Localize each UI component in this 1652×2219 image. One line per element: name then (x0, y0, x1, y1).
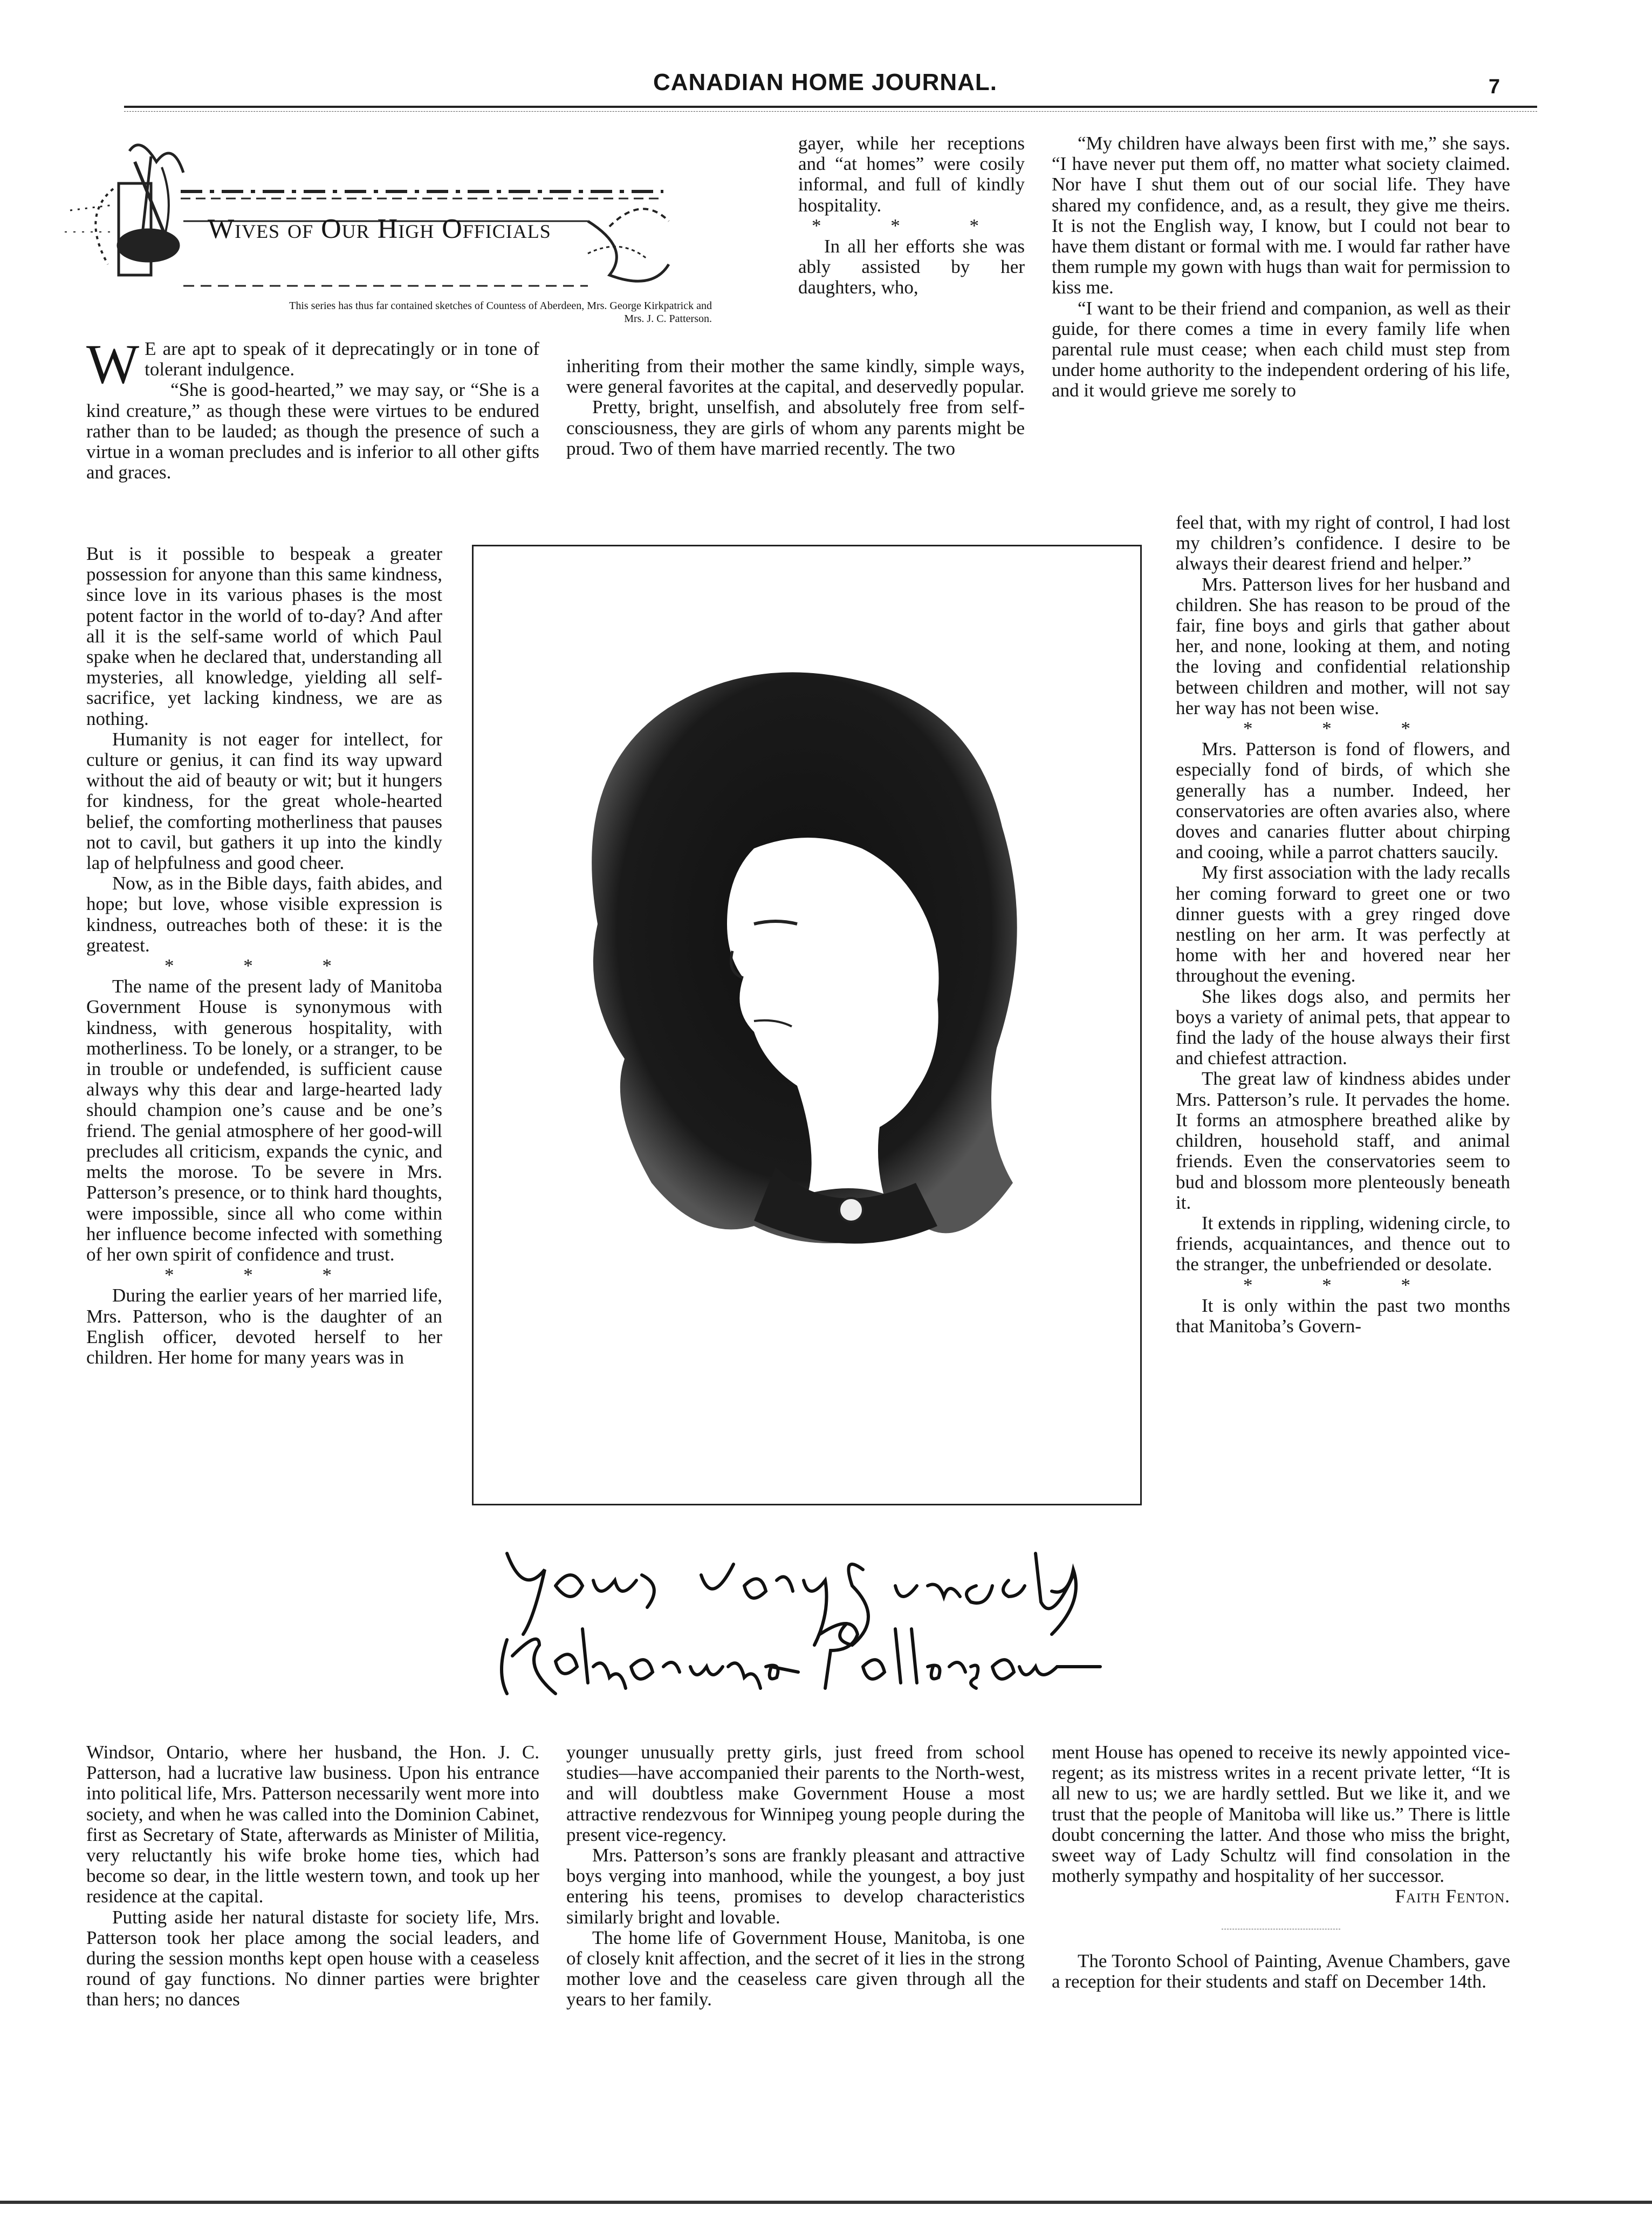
section-break: * * * (1243, 1274, 1443, 1296)
portrait-photo (472, 545, 1142, 1505)
paragraph: Pretty, bright, unselfish, and absolutely free from self-consciousness, they are girls of whom any parents might be proud. Two of them have married recently. The two (566, 396, 1025, 459)
paragraph: Windsor, Ontario, where her husband, the Hon. J. C. Patterson, had a lucrative law business. Upon his entrance into political life, Mrs. Patterson necessarily went more into society, and when he was called into the Dominion Cabinet, first as Secretary of State, afterwards as Minister of Militia, very reluctantly his wife broke home ties, which had become so dear, in the little western town, and took up her residence at the capital. (86, 1742, 539, 1907)
paragraph: But is it possible to bespeak a greater possession for anyone than this same kindness, since love in its various phases is the most potent factor in the world of to-day? And after all it is the self-same world of which Paul spake when he declared that, understanding all mysteries, all knowledge, yielding all self-sacrifice, yet lacking kindness, we are as nothing. (86, 543, 442, 729)
drop-cap: W (86, 333, 140, 395)
column-1-narrow (86, 544, 442, 1368)
section-break: * * * (1243, 718, 1443, 739)
header-rule-dashed (124, 111, 1537, 112)
column-2-bottom (566, 1742, 1025, 2010)
paragraph: gayer, while her receptions and “at homes” were cosily informal, and full of kindly hospitality. (798, 133, 1025, 216)
banner-title: Wives of Our High Officials (208, 214, 551, 244)
paragraph: feel that, with my right of control, I had lost my children’s confidence. I desire to be always their dearest friend and helper.” (1176, 512, 1510, 574)
paragraph: inheriting from their mother the same kindly, simple ways, were general favorites at the capital, and deservedly popular. (566, 355, 1025, 398)
paragraph: Mrs. Patterson’s sons are frankly pleasant and attractive boys verging into manhood, while the youngest, a boy just entering his teens, promises to develop characteristics similarly bright and lovable. (566, 1845, 1025, 1928)
paragraph: She likes dogs also, and permits her boys a variety of animal pets, that appear to find the lady of the house always their first and chiefest attraction. (1176, 985, 1510, 1069)
paragraph: Mrs. Patterson is fond of flowers, and especially fond of birds, of which she generally has a number. Indeed, her conservatories are often avaries also, where doves and canaries flutter about chirping and cooing, while a parrot chatters saucily. (1176, 738, 1510, 863)
author-signoff: Faith Fenton. (1395, 1886, 1510, 1907)
paragraph: It is only within the past two months that Manitoba’s Govern- (1176, 1295, 1510, 1337)
column-3-narrow (1176, 512, 1510, 1337)
paragraph: “My children have always been first with me,” she says. “I have never put them off, no matter what society claimed. Nor have I shut them out of our social life. They have shared my confidence, and, as a result, they give me theirs. It is not the English way, I know, but I could not bear to have them distant or formal with me. I would far rather have them rumple my gown with hugs than wait for permission to kiss me. (1052, 133, 1510, 298)
paragraph: ment House has opened to receive its newly appointed vice-regent; as its mistress writes in a recent private letter, “It is all new to us; we are hardly settled. But we like it, and we trust that the people of Manitoba will like us.” There is little doubt concerning the latter. And those who miss the bright, sweet way of Lady Schultz will find consolation in the motherly sympathy and hospitality of her successor. (1052, 1742, 1510, 1887)
paragraph: younger unusually pretty girls, just freed from school studies—have accompanied their parents to the North-west, and will doubtless make Government House a most attractive rendezvous for Winnipeg young people during the present vice-regency. (566, 1742, 1025, 1845)
paragraph: It extends in rippling, widening circle, to friends, acquaintances, and thence out to the stranger, the unbefriended or desolate. (1176, 1212, 1510, 1275)
paragraph: In all her efforts she was ably assisted by her daughters, who, (798, 236, 1025, 298)
paragraph: The Toronto School of Painting, Avenue Chambers, gave a reception for their students and staff on December 14th. (1052, 1950, 1510, 1992)
paragraph: My first association with the lady recalls her coming forward to greet one or two dinner guests with a grey ringed dove nestling on her arm. It was perfectly at home with her and hovered near her throughout the evening. (1176, 862, 1510, 987)
column-2-top-narrow (798, 133, 1025, 298)
signature (475, 1521, 1143, 1704)
paragraph: Humanity is not eager for intellect, for culture or genius, it can find its way upward without the aid of beauty or wit; but it hungers for kindness, for the great whole-hearted belief, the comforting motherliness that pauses not to cavil, but gathers it up into the kindly lap of helpfulness and good cheer. (86, 728, 442, 874)
section-break: * * * (164, 1264, 364, 1286)
journal-title: CANADIAN HOME JOURNAL. (653, 69, 997, 95)
section-break: * * * (812, 215, 1011, 236)
paragraph: Now, as in the Bible days, faith abides, and hope; but love, whose visible expression is kindness, outreaches both of these: it is the greatest. (86, 873, 442, 956)
paragraph: Putting aside her natural distaste for society life, Mrs. Patterson took her place among the social leaders, and during the session months kept open house with a ceaseless round of gay functions. No dinner parties were brighter than hers; no dances (86, 1906, 539, 2010)
paragraph: “She is good-hearted,” we may say, or “She is a kind creature,” as though these were virtues to be endured rather than to be lauded; as though the presence of such a virtue in a woman precludes and is inferior to all other gifts and graces. (86, 379, 539, 483)
portrait-image (474, 546, 1140, 1504)
series-note: This series has thus far contained sketches of Countess of Aberdeen, Mrs. George Kirkpatrick and Mrs. J. C. Patterson. (289, 300, 712, 325)
column-2-top (566, 356, 1025, 459)
paragraph: “I want to be their friend and companion, as well as their guide, for there comes a time in every family life when parental rule must cease; when each child must step from under home authority to the independent ordering of his life, and it would grieve me sorely to (1052, 297, 1510, 401)
column-1-bottom (86, 1742, 539, 2010)
column-1-top (86, 333, 539, 483)
paragraph: Mrs. Patterson lives for her husband and children. She has reason to be proud of the fair, fine boys and girls that gather about her, and none, looking at them, and noting the loving and confidential relationship between children and mother, will not say her way has not been wise. (1176, 573, 1510, 718)
column-3-top (1052, 133, 1510, 401)
paragraph: The great law of kindness abides under Mrs. Patterson’s rule. It pervades the home. It forms an atmosphere breathed alike by children, household staff, and animal friends. Even the conservatories seem to bud and blossom more plenteously beneath it. (1176, 1068, 1510, 1213)
paragraph: W E are apt to speak of it deprecatingly or in tone of tolerant indulgence. (86, 333, 539, 395)
paragraph: During the earlier years of her married life, Mrs. Patterson, who is the daughter of an English officer, devoted herself to her children. Her home for many years was in (86, 1285, 442, 1368)
column-3-bottom (1052, 1742, 1510, 1992)
bottom-rule (0, 2201, 1652, 2204)
section-break: * * * (164, 955, 364, 977)
page-number: 7 (1489, 76, 1500, 98)
paragraph: The home life of Government House, Manitoba, is one of closely knit affection, and the secret of it lies in the strong mother love and the ceaseless care given through all the years to her family. (566, 1927, 1025, 2010)
header-rule (124, 106, 1537, 108)
paragraph: The name of the present lady of Manitoba Government House is synonymous with kindness, with generous hospitality, with motherliness. To be lonely, or a stranger, to be in trouble or undefended, is sufficient cause always why this dear and large-hearted lady should champion one’s cause and be one’s friend. The genial atmosphere of her good-will precludes all criticism, expands the cynic, and melts the morose. To be severe in Mrs. Patterson’s presence, or to think hard thoughts, were impossible, since all who come within her influence become infected with something of her own spirit of confidence and trust. (86, 976, 442, 1265)
